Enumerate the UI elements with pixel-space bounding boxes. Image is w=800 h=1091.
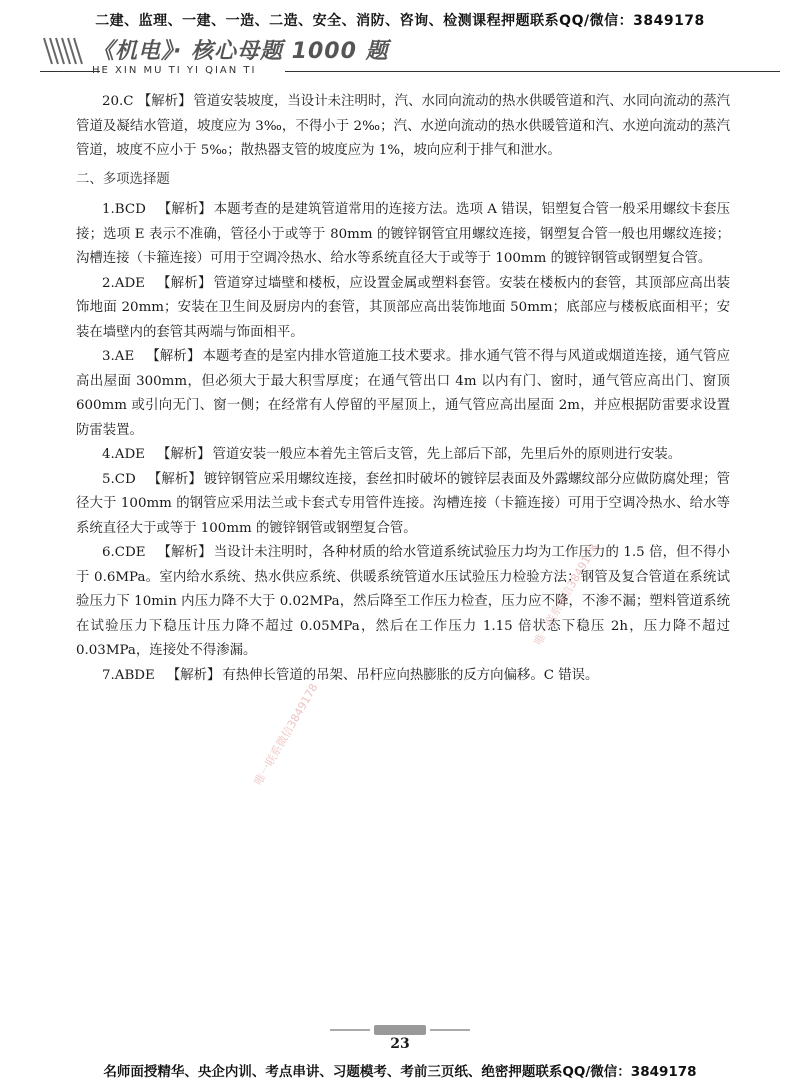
analysis-tag: 【解析】 <box>157 202 212 217</box>
header-rule-right <box>285 71 780 72</box>
analysis-tag: 【解析】 <box>166 667 221 683</box>
answer-text: 管道穿过墙壁和楼板，应设置金属或塑料套管。安装在楼板内的套管，其顶部应高出装饰地面 20mm；安装在卫生间及厨房内的套管，其顶部应高出装饰地面 50mm；底部应与楼板底面相平；安装在墙壁内的套管其两端与饰面相平。 <box>76 275 731 340</box>
answer-number: 1.BCD <box>102 202 146 217</box>
analysis-tag: 【解析】 <box>147 471 202 487</box>
page-number: 23 <box>390 1036 410 1052</box>
answer-number: 20.C <box>102 94 134 109</box>
header-pinyin: HE XIN MU TI YI QIAN TI <box>92 65 257 76</box>
answer-number: 3.AE <box>102 349 135 364</box>
answer-text: 镀锌钢管应采用螺纹连接，套丝扣时破坏的镀锌层表面及外露螺纹部分应做防腐处理；管径大于 100mm 的钢管应采用法兰或卡套式专用管件连接。沟槽连接（卡箍连接）可用于空调冷热水、给水等系统直径大于或等于 100mm 的镀锌钢管或钢塑复合管。 <box>76 471 731 536</box>
section-title: 二、多项选择题 <box>76 171 170 187</box>
answer-item <box>76 345 730 443</box>
answer-text: 本题考查的是建筑管道常用的连接方法。选项 A 错误，铝塑复合管一般采用螺纹卡套压接；选项 E 表示不准确，管径小于或等于 80mm 的镀锌钢管宜用螺纹连接，钢塑复合管一般也用螺纹连接；沟槽连接（卡箍连接）可用于空调冷热水、给水等系统直径大于或等于 100mm 的镀锌钢管或钢塑复合管。 <box>76 202 730 266</box>
header-stripes-icon <box>40 36 88 66</box>
answer-text: 管道安装坡度，当设计未注明时，汽、水同向流动的热水供暖管道和汽、水同向流动的蒸汽管道及凝结水管道，坡度应为 3‰，不得小于 2‰；汽、水逆向流动的热水供暖管道和汽、水逆向流动的蒸汽管道，坡度不应小于 5‰；散热器支管的坡度应为 1%，坡向应利于排气和泄水。 <box>76 94 730 158</box>
answer-item <box>76 443 730 468</box>
analysis-tag: 【解析】 <box>157 545 212 560</box>
analysis-tag: 【解析】 <box>156 275 212 291</box>
answer-item <box>76 198 730 272</box>
book-header <box>40 32 780 84</box>
answer-text: 有热伸长管道的吊架、吊杆应向热膨胀的反方向偏移。C 错误。 <box>222 667 599 683</box>
analysis-tag: 【解析】 <box>146 349 201 364</box>
watermark: 唯一联系微信3849178 <box>531 541 601 648</box>
answer-item <box>76 664 730 689</box>
answer-text: 管道安装一般应本着先主管后支管，先上部后下部，先里后外的原则进行安装。 <box>212 447 682 462</box>
top-banner: 二建、监理、一建、一造、二造、安全、消防、咨询、检测课程押题联系QQ/微信：3849178 <box>95 13 705 29</box>
answer-text: 本题考查的是室内排水管道施工技术要求。排水通气管不得与风道或烟道连接，通气管应高出屋面 300mm，但必须大于最大积雪厚度；在通气管出口 4m 以内有门、窗时，通气管应高出门、窗顶 600mm 或引向无门、窗一侧；在经常有人停留的平屋顶上，通气管应高出屋面 2m，并应根据防雷要求设置防雷装置。 <box>76 349 731 438</box>
analysis-tag: 【解析】 <box>137 94 192 109</box>
answer-item <box>76 272 730 346</box>
header-title: 《机电》· 核心母题 1000 题 <box>92 39 389 64</box>
answer-item <box>76 468 730 542</box>
header-rule-left <box>40 71 100 72</box>
watermark: 唯一联系微信3849178 <box>251 681 321 788</box>
answer-text: 当设计未注明时，各种材质的给水管道系统试验压力均为工作压力的 1.5 倍，但不得小于 0.6MPa。室内给水系统、热水供应系统、供暖系统管道水压试验压力检验方法：钢管及复合管道在系统试验压力下 10min 内压力降不大于 0.02MPa，然后降至工作压力检查，压力应不降，不渗不漏；塑料管道系统在试验压力下稳压计压力降不超过 0.05MPa，然后在工作压力 1.15 倍状态下稳压 2h，压力降不超过 0.03MPa，连接处不得渗漏。 <box>76 545 731 658</box>
answer-number: 5.CD <box>102 471 136 487</box>
answer-content <box>76 90 730 688</box>
answer-number: 2.ADE <box>102 275 145 291</box>
analysis-tag: 【解析】 <box>156 447 211 462</box>
answer-number: 6.CDE <box>102 545 146 560</box>
answer-number: 4.ADE <box>102 447 145 462</box>
answer-item-20 <box>76 90 730 164</box>
bottom-banner: 名师面授精华、央企内训、考点串讲、习题模考、考前三页纸、绝密押题联系QQ/微信：3849178 <box>103 1064 697 1080</box>
answer-item <box>76 541 730 664</box>
answer-number: 7.ABDE <box>102 667 155 683</box>
